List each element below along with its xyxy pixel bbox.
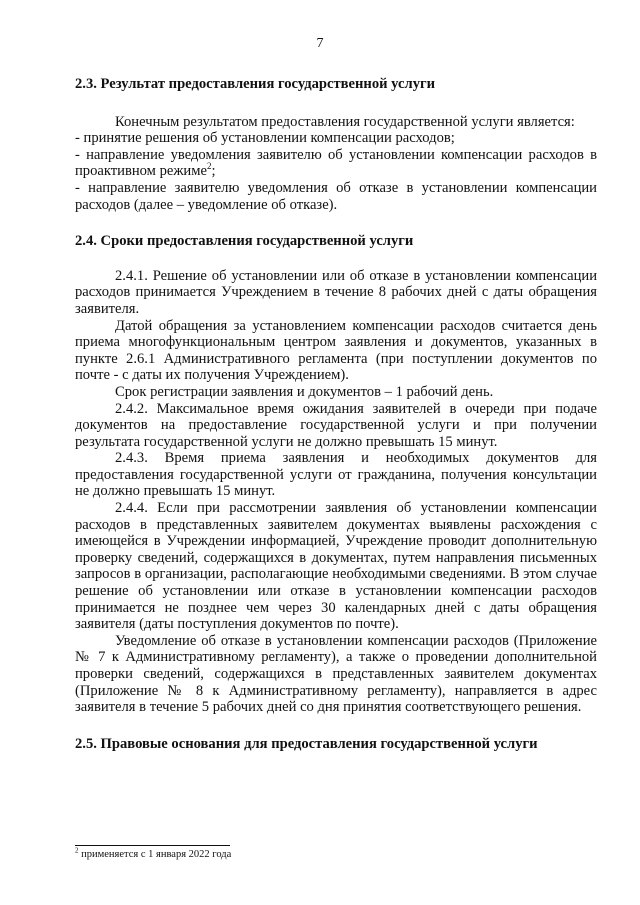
section-2-3-item-3: - направление заявителю уведомления об отказе в установлении компенсации расходов (далее – уведомление об отказе).: [75, 179, 597, 213]
paragraph-2-4-2: 2.4.2. Максимальное время ожидания заявителей в очереди при подаче документов на предоставление государственной услуги и при получении результата государственной услуги не должно превышать 15 минут.: [75, 400, 597, 450]
footnote-text: применяется с 1 января 2022 года: [78, 849, 232, 860]
paragraph-registration-term: Срок регистрации заявления и документов – 1 рабочий день.: [115, 383, 494, 400]
section-2-5-heading: 2.5. Правовые основания для предоставления государственной услуги: [75, 735, 538, 752]
section-2-3-item-2: [75, 147, 597, 180]
section-2-3-item-2-tail: ;: [211, 163, 216, 180]
section-2-4-heading: 2.4. Сроки предоставления государственной услуги: [75, 233, 414, 250]
section-2-3-item-2-text: - направление уведомления заявителю об установлении компенсации расходов в проактивном режиме: [75, 146, 597, 180]
paragraph-2-4-3: 2.4.3. Время приема заявления и необходимых документов для предоставления государственной услуги от гражданина, получения консультации не должно превышать 15 минут.: [75, 450, 597, 500]
footnote-mark: 2: [75, 846, 79, 855]
paragraph-application-date: Датой обращения за установлением компенсации расходов считается день приема многофункциональным центром заявления и документов, указанных в пункте 2.6.1 Административного регламента (при поступлении документов по почте - с даты их получения Учреждением).: [75, 317, 597, 384]
paragraph-2-4-1: 2.4.1. Решение об установлении или об отказе в установлении компенсации расходов принимается Учреждением в течение 8 рабочих дней с даты обращения заявителя.: [75, 267, 597, 317]
paragraph-2-4-4: 2.4.4. Если при рассмотрении заявления об установлении компенсации расходов в представленных заявителем документах выявлены расхождения с имеющейся в Учреждении информацией, Учреждение проводит дополнительную проверку сведений, содержащихся в документах, путем направления письменных запросов в организации, располагающие необходимыми сведениями. В этом случае решение об установлении или отказе в установлении компенсации расходов принимается не позднее чем через 30 календарных дней с даты обращения заявителя (даты поступления документов по почте).: [75, 500, 597, 633]
section-2-3-heading: 2.3. Результат предоставления государственной услуги: [75, 76, 436, 92]
footnote: [75, 846, 232, 860]
footnote-separator: [75, 845, 230, 846]
page-number: 7: [316, 36, 324, 51]
footnote-reference: 2: [206, 161, 212, 172]
paragraph-refusal-notice: Уведомление об отказе в установлении компенсации расходов (Приложение № 7 к Административному регламенту), а также о проведении дополнительной проверки сведений, содержащихся в представленных заявителем документах (Приложение № 8 к Административному регламенту), направляется в адрес заявителя в течение 5 рабочих дней со дня принятия соответствующего решения.: [75, 632, 597, 716]
section-2-3-item-1: - принятие решения об установлении компенсации расходов;: [75, 130, 455, 147]
section-2-3-intro: Конечным результатом предоставления государственной услуги является:: [115, 113, 575, 130]
page-content: [75, 76, 597, 752]
